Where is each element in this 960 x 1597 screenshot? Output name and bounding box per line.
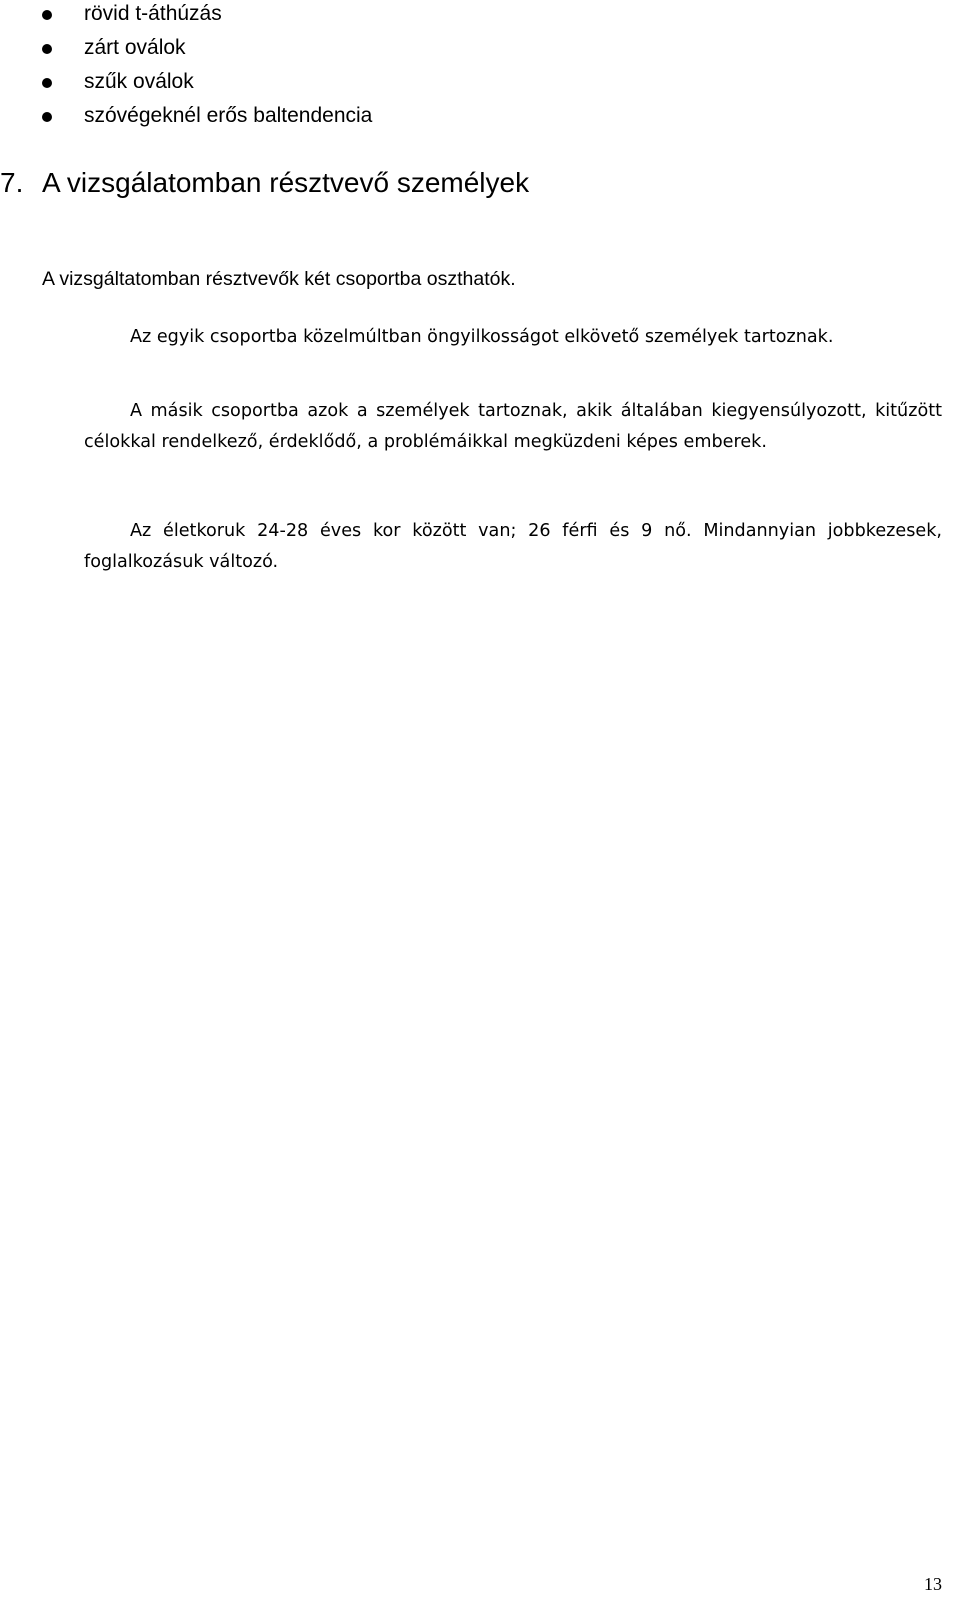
bullet-icon bbox=[42, 10, 52, 20]
list-item bbox=[0, 34, 372, 68]
list-item bbox=[0, 68, 372, 102]
list-item-text: zárt oválok bbox=[84, 36, 186, 59]
bullet-icon bbox=[42, 78, 52, 88]
section-title: A vizsgálatomban résztvevő személyek bbox=[42, 167, 530, 198]
section-number: 7. bbox=[0, 167, 24, 198]
bullet-icon bbox=[42, 112, 52, 122]
list-item-text: szűk oválok bbox=[84, 70, 194, 93]
paragraph-age-info: Az életkoruk 24-28 éves kor között van; 26 férfi és 9 nő. Mindannyian jobbkezesek, foglalkozásuk változó. bbox=[84, 521, 942, 572]
list-item-text: szóvégeknél erős baltendencia bbox=[84, 104, 373, 127]
paragraph-first-group: Az egyik csoportba közelmúltban öngyilkosságot elkövető személyek tartoznak. bbox=[130, 327, 834, 347]
section-heading bbox=[0, 166, 529, 200]
list-item-text: rövid t-áthúzás bbox=[84, 2, 222, 25]
page-number: 13 bbox=[924, 1574, 942, 1594]
intro-text: A vizsgáltatomban résztvevők két csoportba oszthatók. bbox=[42, 268, 516, 290]
list-item bbox=[0, 102, 372, 136]
bullet-icon bbox=[42, 44, 52, 54]
bullet-list bbox=[0, 0, 372, 136]
paragraph-second-group: A másik csoportba azok a személyek tartoznak, akik általában kiegyensúlyozott, kitűzött célokkal rendelkező, érdeklődő, a problémáikkal megküzdeni képes emberek. bbox=[84, 401, 942, 452]
list-item bbox=[0, 0, 372, 34]
